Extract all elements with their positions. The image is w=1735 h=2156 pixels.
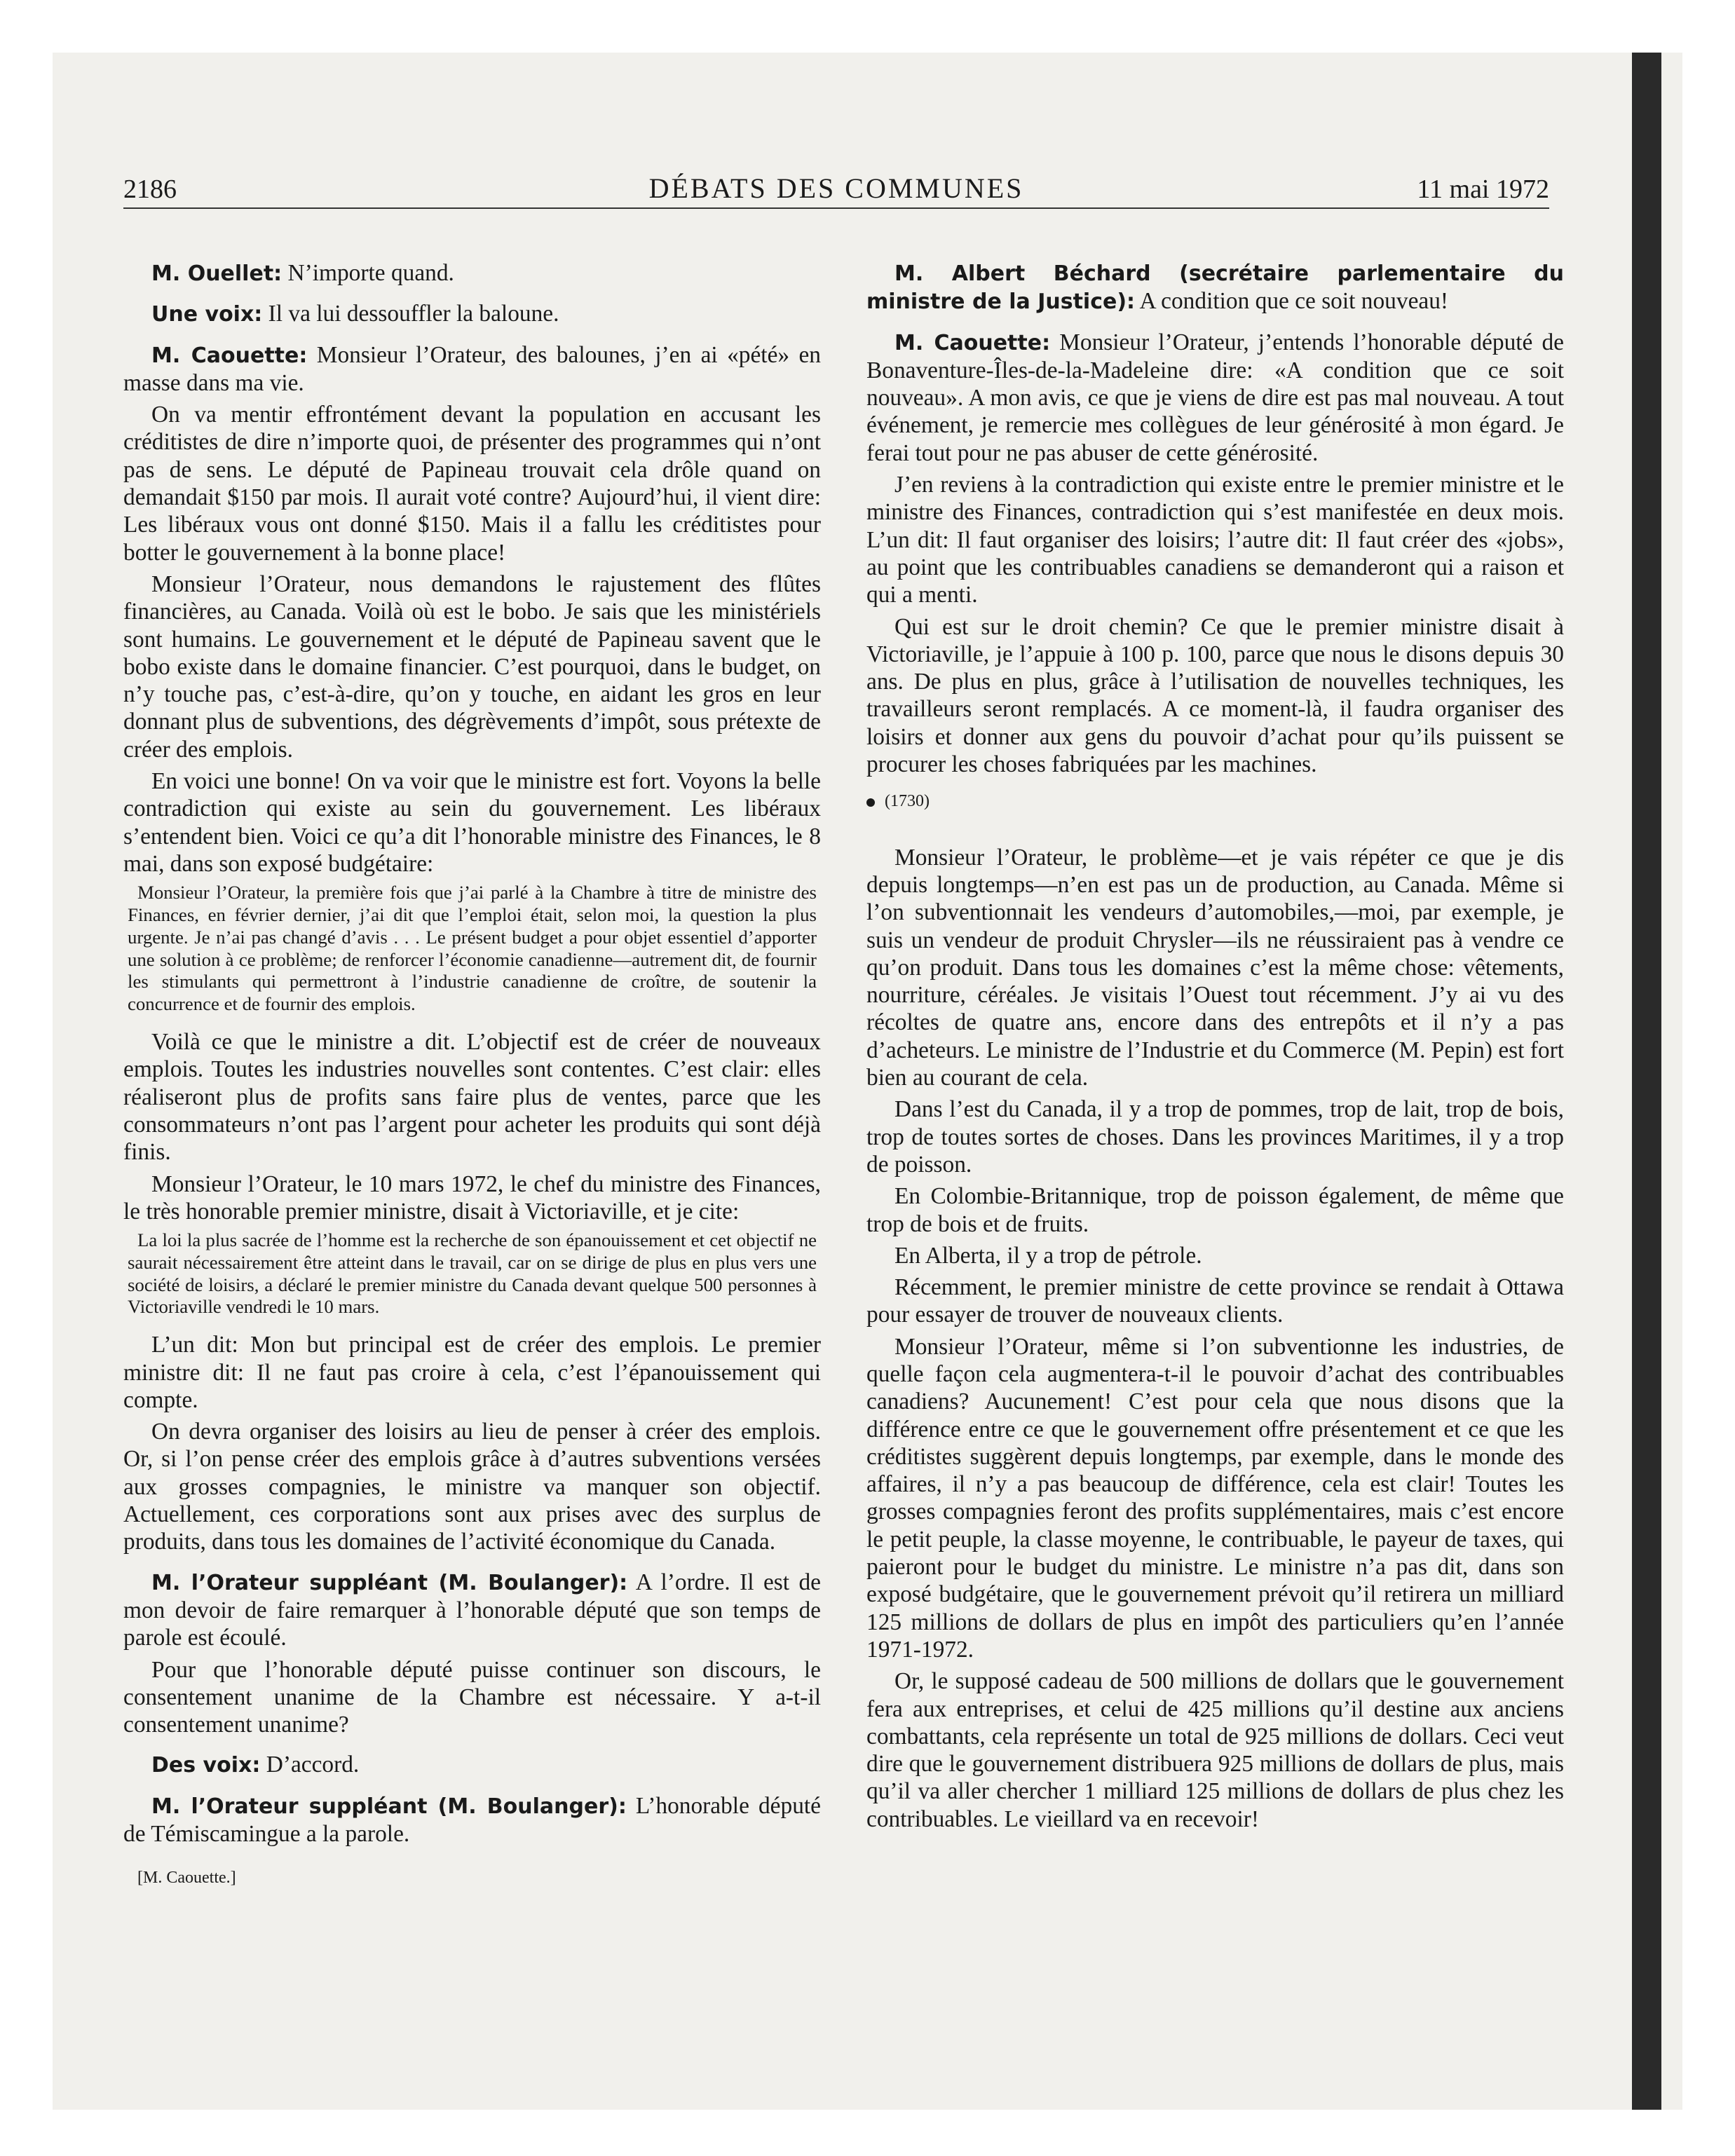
paragraph: Dans l’est du Canada, il y a trop de pommes, trop de lait, trop de bois, trop de toutes sortes de choses. Dans les provinces Maritimes, il y a trop de poisson. <box>866 1096 1564 1178</box>
running-header <box>123 168 1549 209</box>
page-date: 11 mai 1972 <box>1417 175 1549 204</box>
speaker-name: M. Ouellet: <box>151 261 283 286</box>
paragraph: Monsieur l’Orateur, le problème—et je vais répéter ce que je dis depuis longtemps—n’en est pas un de production, au Canada. Même si l’on subventionnait les vendeurs d’automobiles,—moi, par exemple, je suis un vendeur de produit Chrysler—ils ne réussiraient pas à vendre ce qu’on produit. Dans tous les domaines c’est la même chose: vêtements, nourriture, céréales. Je visitais l’Ouest tout récemment. J’y ai vu des récoltes de quatre ans, encore dans des entrepôts et il n’y a pas d’acheteurs. Le ministre de l’Industrie et du Commerce (M. Pepin) est fort bien au courant de cela. <box>866 844 1564 1091</box>
speaker-name: M. l’Orateur suppléant (M. Boulanger): <box>151 1794 627 1819</box>
right-column <box>866 259 1564 1837</box>
speaker-name: Une voix: <box>151 302 263 327</box>
speech-text: Monsieur l’Orateur, des balounes, j’en ai «pété» en masse dans ma vie. <box>123 341 821 396</box>
paragraph <box>123 259 821 287</box>
block-quote: La loi la plus sacrée de l’homme est la recherche de son épanouissement et cet objectif ne saurait nécessairement être atteint dans le travail, car on se dirige de plus en plus vers une société de loisirs, a déclaré le premier ministre du Canada devant quelque 500 personnes à Victoriaville vendredi le 10 mars. <box>128 1229 817 1318</box>
left-column <box>123 259 821 1897</box>
paragraph: Monsieur l’Orateur, nous demandons le rajustement des flûtes financières, au Canada. Voilà où est le bobo. Je sais que les ministériels sont humains. Le gouvernement et le député de Papineau savent que le bobo existe dans le domaine financier. C’est pourquoi, dans le budget, on n’y touche pas, c’est-à-dire, qu’on y touche, en aidant les gros en leur donnant plus de subventions, des dégrèvements d’impôt, sous prétexte de créer des emplois. <box>123 571 821 763</box>
speech-text: A l’ordre. Il est de mon devoir de faire remarquer à l’honorable député que son temps de parole est écoulé. <box>123 1569 821 1651</box>
bullet-icon <box>866 798 875 807</box>
speech-text: Monsieur l’Orateur, j’entends l’honorable député de Bonaventure-Îles-de-la-Madeleine dire: «A condition que ce soit nouveau». A mon avis, ce que je viens de dire est pas mal nouveau. A tout événement, je remercie mes collègues de leur générosité à mon égard. Je ferai tout pour ne pas abuser de cette générosité. <box>866 329 1564 466</box>
speaker-name: M. Albert Béchard (secrétaire parlementaire du ministre de la Justice): <box>866 261 1564 315</box>
paragraph: On va mentir effrontément devant la population en accusant les créditistes de dire n’importe quoi, de présenter des programmes qui n’ont pas de sens. Le député de Papineau trouvait cela drôle quand on demandait $150 par mois. Il aurait voté contre? Aujourd’hui, il vient dire: Les libéraux vous ont donné $150. Mais il a fallu les créditistes pour botter le gouvernement à la bonne place! <box>123 402 821 566</box>
page-number: 2186 <box>123 175 177 204</box>
speaker-name: Des voix: <box>151 1753 261 1778</box>
paragraph <box>123 1751 821 1779</box>
speaker-name: M. Caouette: <box>151 343 308 368</box>
speech-text: L’honorable député de Témiscamingue a la parole. <box>123 1792 821 1848</box>
speaker-footnote: [M. Caouette.] <box>137 1869 236 1888</box>
speech-text: A condition que ce soit nouveau! <box>1135 288 1449 315</box>
paragraph: En Colombie-Britannique, trop de poisson également, de même que trop de bois et de fruits. <box>866 1183 1564 1237</box>
paragraph: J’en reviens à la contradiction qui existe entre le premier ministre et le ministre des Finances, contradiction qui s’est manifestée en deux mois. L’un dit: Il faut organiser des loisirs; l’autre dit: Il faut créer des «jobs», au point que les contribuables canadiens se demanderont qui a raison et qui a menti. <box>866 472 1564 608</box>
paragraph <box>123 300 821 328</box>
paragraph: En voici une bonne! On va voir que le ministre est fort. Voyons la belle contradiction qui existe au sein du gouvernement. Les libéraux s’entendent bien. Voici ce qu’a dit l’honorable ministre des Finances, le 8 mai, dans son exposé budgétaire: <box>123 768 821 877</box>
block-quote: Monsieur l’Orateur, la première fois que j’ai parlé à la Chambre à titre de ministre des Finances, en février dernier, j’ai dit que l’emploi était, selon moi, la question la plus urgente. Je n’ai pas changé d’avis . . . Le présent budget a pour objet essentiel d’apporter une solution à ce problème; de renforcer l’économie canadienne—autrement dit, de fournir les stimulants qui permettront à l’industrie canadienne de croître, de soutenir la concurrence et de fournir des emplois. <box>128 882 817 1015</box>
paragraph: Monsieur l’Orateur, même si l’on subventionne les industries, de quelle façon cela augmentera-t-il le pouvoir d’achat des contribuables canadiens? Aucunement! C’est pour cela que nous disons que la différence entre ce que le gouvernement offre présentement et ce que les créditistes suggèrent depuis longtemps, par exemple, dans le monde des affaires, il n’y a pas beaucoup de différence, cela est clair! Toutes les grosses compagnies feront des profits supplémentaires, mais c’est encore le petit peuple, la classe moyenne, le contribuable, le payeur de taxes, qui paieront pour le budget du ministre. Le ministre n’a pas dit, dans son exposé budgétaire, que le gouvernement prévoit qu’il retirera un milliard 125 millions de dollars de plus en impôt des particuliers qu’en l’année 1971-1972. <box>866 1333 1564 1663</box>
speech-text: N’importe quand. <box>282 260 454 286</box>
speech-text: Il va lui dessouffler la baloune. <box>262 301 559 327</box>
paragraph: Or, le supposé cadeau de 500 millions de dollars que le gouvernement fera aux entreprises, et celui de 425 millions qu’il destine aux anciens combattants, cela représente un total de 925 millions de dollars. Ceci veut dire que le gouvernement distribuera 925 millions de dollars de plus, mais qu’il va aller chercher 1 milliard 125 millions de dollars de plus chez les contribuables. Le vieillard va en recevoir! <box>866 1668 1564 1832</box>
speaker-name: M. l’Orateur suppléant (M. Boulanger): <box>151 1570 628 1595</box>
paragraph: L’un dit: Mon but principal est de créer des emplois. Le premier ministre dit: Il ne faut pas croire à cela, c’est l’épanouissement qui compte. <box>123 1332 821 1413</box>
paragraph <box>123 1792 821 1848</box>
publication-title: DÉBATS DES COMMUNES <box>648 172 1024 204</box>
paragraph <box>866 259 1564 316</box>
paragraph: Pour que l’honorable député puisse continuer son discours, le consentement unanime de la Chambre est nécessaire. Y a-t-il consentement unanime? <box>123 1656 821 1738</box>
paragraph: On devra organiser des loisirs au lieu de penser à créer des emplois. Or, si l’on pense créer des emplois grâce à d’autres subventions versées aux grosses compagnies, le ministre va manquer son objectif. Actuellement, ces corporations sont aux prises avec des surplus de produits, dans tous les domaines de l’activité économique du Canada. <box>123 1419 821 1555</box>
paragraph: En Alberta, il y a trop de pétrole. <box>894 1242 1202 1269</box>
time-marker <box>866 788 1564 815</box>
book-spine-shadow <box>1632 53 1661 2110</box>
paragraph: Monsieur l’Orateur, le 10 mars 1972, le chef du ministre des Finances, le très honorable premier ministre, disait à Victoriaville, et je cite: <box>123 1171 821 1224</box>
speech-text: D’accord. <box>260 1752 360 1778</box>
paragraph: Récemment, le premier ministre de cette province se rendait à Ottawa pour essayer de trouver de nouveaux clients. <box>866 1274 1564 1328</box>
paragraph <box>866 329 1564 467</box>
paragraph: Qui est sur le droit chemin? Ce que le premier ministre disait à Victoriaville, je l’appuie à 100 p. 100, parce que nous le disons depuis 30 ans. De plus en plus, grâce à l’utilisation de nouvelles techniques, les travailleurs seront remplacés. A ce moment-là, il faudra organiser des loisirs et donner aux gens du pouvoir d’achat pour qu’ils puissent se procurer les choses fabriquées par les machines. <box>866 613 1564 778</box>
time-stamp: (1730) <box>885 792 930 811</box>
paragraph: Voilà ce que le ministre a dit. L’objectif est de créer de nouveaux emplois. Toutes les industries nouvelles sont contentes. C’est clair: elles réaliseront plus de profits sans faire plus de ventes, parce que les consommateurs n’ont pas l’argent pour acheter les produits qui sont déjà finis. <box>123 1029 821 1166</box>
speaker-name: M. Caouette: <box>894 330 1051 355</box>
paragraph <box>123 1569 821 1652</box>
paragraph <box>123 341 821 397</box>
